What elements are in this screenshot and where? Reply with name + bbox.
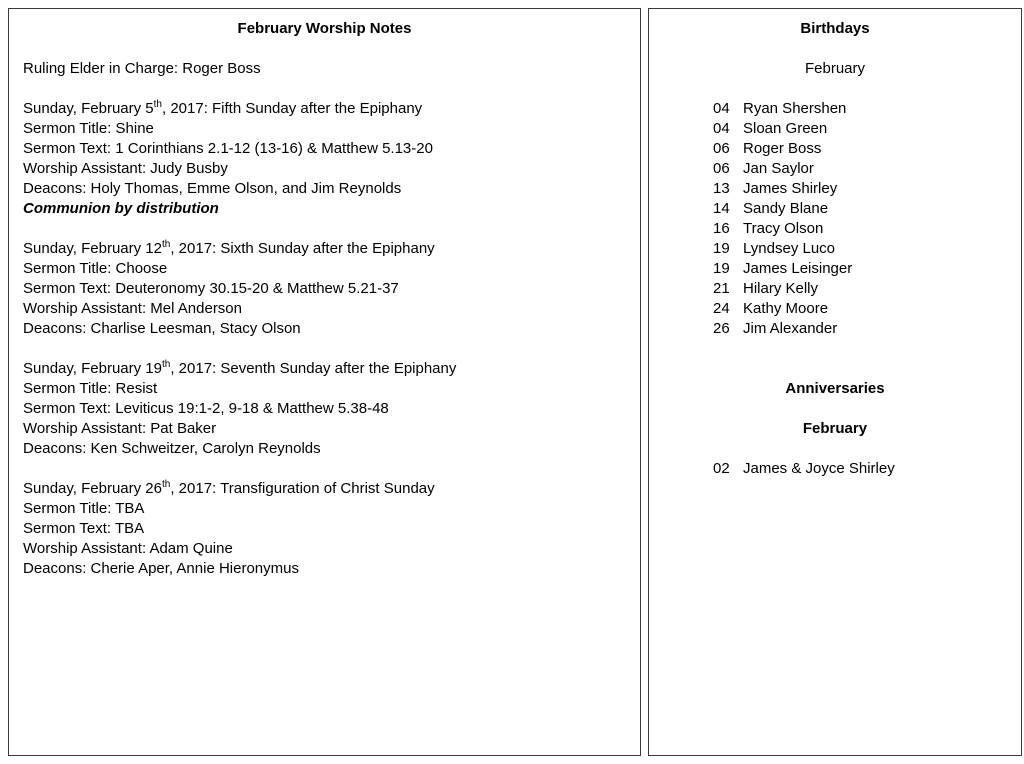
- worship-assistant-line: Worship Assistant: Mel Anderson: [23, 300, 242, 317]
- birthday-name: Hilary Kelly: [743, 280, 819, 297]
- birthday-row: [713, 119, 1007, 139]
- birthday-name: Jan Saylor: [743, 160, 814, 177]
- birthday-row: [713, 99, 1007, 119]
- ordinal-suffix: th: [161, 239, 171, 250]
- birthday-day: 06: [713, 160, 730, 177]
- birthday-name: James Shirley: [743, 180, 838, 197]
- birthday-name: James Leisinger: [743, 260, 853, 277]
- birthday-day: 24: [713, 300, 730, 317]
- birthday-row: [713, 259, 1007, 279]
- birthday-list: [663, 99, 1007, 339]
- birthday-row: [713, 139, 1007, 159]
- service-date-prefix: Sunday, February 19: [23, 360, 162, 377]
- ordinal-suffix: th: [153, 99, 162, 110]
- birthday-name: Jim Alexander: [743, 320, 838, 337]
- birthday-name: Roger Boss: [743, 140, 822, 157]
- anniversary-day: 02: [713, 460, 730, 477]
- birthday-day: 13: [713, 180, 730, 197]
- ruling-elder-line: Ruling Elder in Charge: Roger Boss: [23, 60, 261, 77]
- service-date-prefix: Sunday, February 26: [23, 480, 162, 497]
- birthday-name: Kathy Moore: [743, 300, 829, 317]
- service-date-suffix: , 2017: Fifth Sunday after the Epiphany: [161, 100, 423, 117]
- service-block: [23, 479, 626, 579]
- service-date-suffix: , 2017: Sixth Sunday after the Epiphany: [170, 240, 435, 257]
- worship-notes-panel: [8, 8, 641, 756]
- birthday-name: Ryan Shershen: [743, 100, 847, 117]
- birthday-day: 14: [713, 200, 730, 217]
- birthday-name: Tracy Olson: [743, 220, 824, 237]
- service-block: [23, 359, 626, 459]
- deacons-line: Deacons: Cherie Aper, Annie Hieronymus: [23, 560, 299, 577]
- service-date-suffix: , 2017: Seventh Sunday after the Epiphany: [170, 360, 457, 377]
- worship-assistant-line: Worship Assistant: Adam Quine: [23, 540, 233, 557]
- sermon-text-line: Sermon Text: Deuteronomy 30.15-20 & Matthew 5.21-37: [23, 280, 399, 297]
- service-date-line: [23, 239, 626, 259]
- service-date-suffix: , 2017: Transfiguration of Christ Sunday: [170, 480, 435, 497]
- worship-assistant-line: Worship Assistant: Judy Busby: [23, 160, 228, 177]
- service-date-line: [23, 479, 626, 499]
- service-block: [23, 239, 626, 339]
- service-date-prefix: Sunday, February 12: [23, 240, 162, 257]
- service-date-line: [23, 359, 626, 379]
- birthday-day: 21: [713, 280, 730, 297]
- birthdays-title: Birthdays: [800, 20, 870, 37]
- birthday-day: 06: [713, 140, 730, 157]
- ordinal-suffix: th: [161, 359, 171, 370]
- anniversary-list: [663, 459, 1007, 479]
- birthday-day: 26: [713, 320, 730, 337]
- service-date-line: [23, 99, 626, 119]
- deacons-line: Deacons: Holy Thomas, Emme Olson, and Jim Reynolds: [23, 180, 402, 197]
- anniversary-name: James & Joyce Shirley: [743, 460, 895, 477]
- anniversary-row: [713, 459, 1007, 479]
- sermon-text-line: Sermon Text: TBA: [23, 520, 145, 537]
- sermon-title-line: Sermon Title: TBA: [23, 500, 145, 517]
- worship-notes-title: February Worship Notes: [237, 20, 412, 37]
- ordinal-suffix: th: [161, 479, 171, 490]
- birthday-name: Sloan Green: [743, 120, 828, 137]
- birthdays-panel: [648, 8, 1022, 756]
- birthday-row: [713, 319, 1007, 339]
- birthday-row: [713, 279, 1007, 299]
- deacons-line: Deacons: Charlise Leesman, Stacy Olson: [23, 320, 301, 337]
- birthday-row: [713, 159, 1007, 179]
- birthday-row: [713, 179, 1007, 199]
- birthday-day: 04: [713, 100, 730, 117]
- birthdays-month: February: [804, 60, 866, 77]
- birthday-day: 04: [713, 120, 730, 137]
- birthday-name: Sandy Blane: [743, 200, 829, 217]
- anniversaries-month: February: [802, 420, 868, 437]
- birthday-row: [713, 219, 1007, 239]
- sermon-text-line: Sermon Text: 1 Corinthians 2.1-12 (13-16) & Matthew 5.13-20: [23, 140, 433, 157]
- birthday-row: [713, 199, 1007, 219]
- birthday-day: 16: [713, 220, 730, 237]
- birthday-row: [713, 299, 1007, 319]
- sermon-title-line: Sermon Title: Shine: [23, 120, 154, 137]
- anniversaries-title: Anniversaries: [785, 380, 885, 397]
- communion-note: Communion by distribution: [23, 200, 219, 217]
- worship-assistant-line: Worship Assistant: Pat Baker: [23, 420, 217, 437]
- sermon-text-line: Sermon Text: Leviticus 19:1-2, 9-18 & Matthew 5.38-48: [23, 400, 389, 417]
- service-date-prefix: Sunday, February 5: [23, 100, 154, 117]
- birthday-day: 19: [713, 260, 730, 277]
- deacons-line: Deacons: Ken Schweitzer, Carolyn Reynolds: [23, 440, 321, 457]
- sermon-title-line: Sermon Title: Resist: [23, 380, 158, 397]
- birthday-row: [713, 239, 1007, 259]
- birthday-name: Lyndsey Luco: [743, 240, 836, 257]
- birthday-day: 19: [713, 240, 730, 257]
- service-block: [23, 99, 626, 219]
- sermon-title-line: Sermon Title: Choose: [23, 260, 168, 277]
